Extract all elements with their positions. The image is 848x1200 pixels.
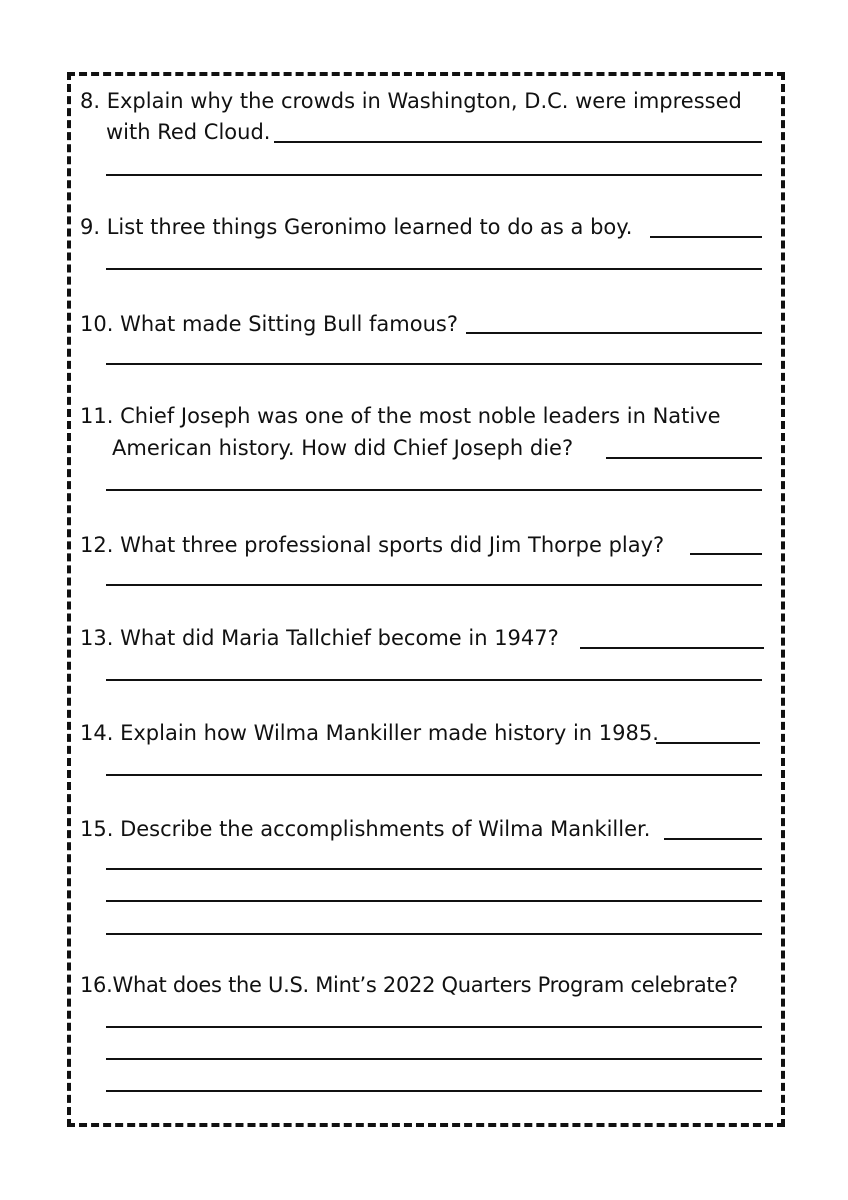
answer-line[interactable] [106, 584, 762, 586]
question-text-line2: American history. How did Chief Joseph die? [112, 436, 574, 460]
answer-line[interactable] [106, 900, 762, 902]
answer-blank[interactable] [466, 332, 762, 334]
answer-line[interactable] [106, 679, 762, 681]
answer-blank[interactable] [274, 141, 762, 143]
question-text: 16.What does the U.S. Mint’s 2022 Quarters Program celebrate? [80, 973, 738, 997]
question-text: 10. What made Sitting Bull famous? [80, 312, 459, 336]
answer-blank[interactable] [606, 457, 762, 459]
answer-line[interactable] [106, 868, 762, 870]
answer-line[interactable] [106, 933, 762, 935]
answer-blank[interactable] [656, 742, 760, 744]
question-text: 8. Explain why the crowds in Washington, D.C. were impressed [80, 89, 742, 113]
question-text: 13. What did Maria Tallchief become in 1947? [80, 626, 559, 650]
answer-line[interactable] [106, 774, 762, 776]
answer-line[interactable] [106, 174, 762, 176]
question-text: 9. List three things Geronimo learned to do as a boy. [80, 215, 633, 239]
answer-blank[interactable] [690, 553, 762, 555]
answer-line[interactable] [106, 1026, 762, 1028]
answer-line[interactable] [106, 268, 762, 270]
answer-blank[interactable] [650, 236, 762, 238]
question-text: 14. Explain how Wilma Mankiller made history in 1985. [80, 721, 659, 745]
question-text-line2: with Red Cloud. [106, 120, 271, 144]
answer-line[interactable] [106, 1090, 762, 1092]
answer-blank[interactable] [664, 838, 762, 840]
question-text: 15. Describe the accomplishments of Wilma Mankiller. [80, 817, 651, 841]
answer-line[interactable] [106, 1058, 762, 1060]
answer-line[interactable] [106, 489, 762, 491]
question-text: 11. Chief Joseph was one of the most noble leaders in Native [80, 404, 721, 428]
question-text: 12. What three professional sports did Jim Thorpe play? [80, 533, 665, 557]
answer-blank[interactable] [580, 647, 764, 649]
answer-line[interactable] [106, 363, 762, 365]
